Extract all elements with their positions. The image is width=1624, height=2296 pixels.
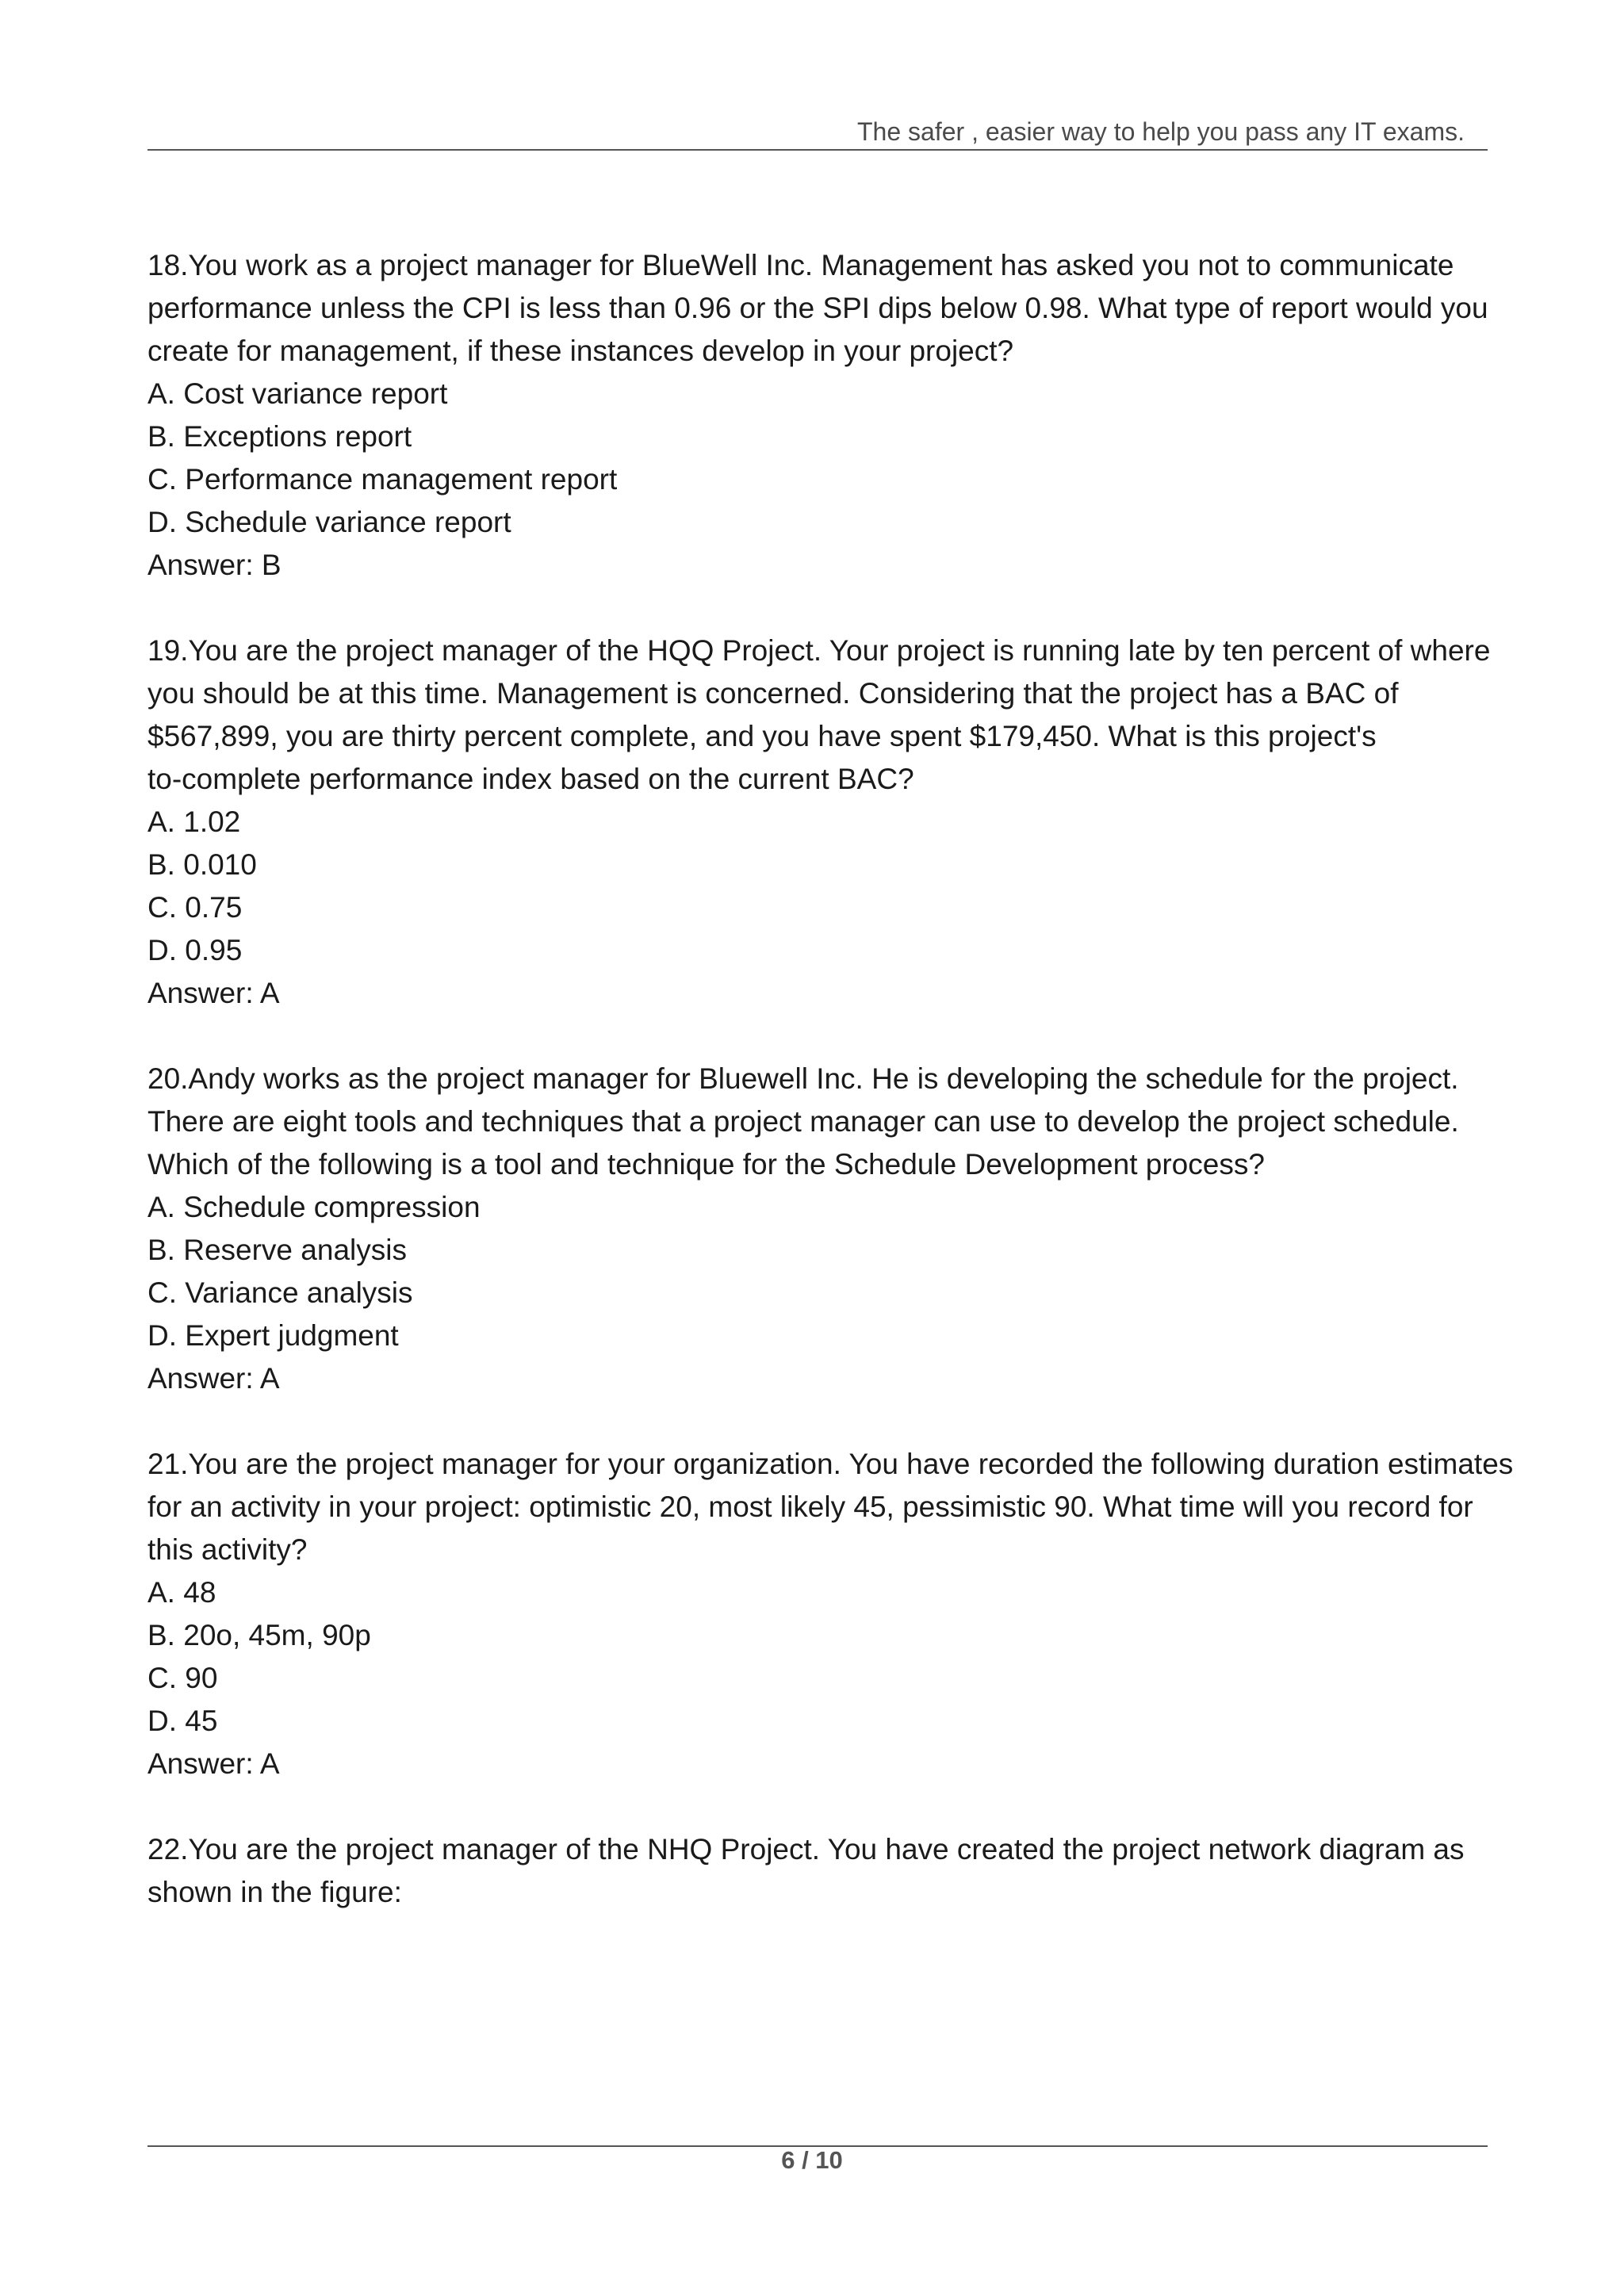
question-21 [147,1443,1514,1785]
answer-key: Answer: B [147,549,282,581]
question-text-line: you should be at this time. Management is concerned. Considering that the project has a BAC of [147,677,1399,710]
question-text-line: 18.You work as a project manager for BlueWell Inc. Management has asked you not to communicate [147,249,1454,281]
question-text-line: create for management, if these instances develop in your project? [147,335,1014,367]
answer-option: B. Exceptions report [147,420,412,453]
question-text-line: $567,899, you are thirty percent complete, and you have spent $179,450. What is this project's [147,720,1377,752]
question-text-line: to-complete performance index based on the current BAC? [147,763,914,795]
question-text-line: this activity? [147,1533,308,1566]
page-number: 6 / 10 [781,2146,843,2174]
header-divider [147,149,1488,151]
question-text-line: Which of the following is a tool and technique for the Schedule Development process? [147,1148,1265,1181]
question-text-line: performance unless the CPI is less than 0.96 or the SPI dips below 0.98. What type of report would you [147,292,1488,324]
answer-option: A. Cost variance report [147,377,448,410]
question-text-line: 21.You are the project manager for your organization. You have recorded the following duration estimates [147,1448,1514,1480]
answer-option: D. 0.95 [147,934,243,966]
answer-option: D. 45 [147,1705,218,1737]
answer-key: Answer: A [147,1747,280,1780]
answer-option: B. 20o, 45m, 90p [147,1619,371,1651]
header-tagline: The safer , easier way to help you pass any IT exams. [857,117,1465,146]
answer-option: B. Reserve analysis [147,1234,407,1266]
question-22 [147,1828,1496,1914]
question-20 [147,1058,1496,1400]
question-19 [147,629,1496,1015]
answer-option: A. 48 [147,1576,216,1609]
question-text-line: 20.Andy works as the project manager for Bluewell Inc. He is developing the schedule for the project. [147,1062,1459,1095]
answer-option: C. 0.75 [147,891,243,924]
answer-option: C. 90 [147,1662,218,1694]
question-text-line: There are eight tools and techniques that a project manager can use to develop the project schedule. [147,1105,1459,1138]
question-text-line: 19.You are the project manager of the HQQ Project. Your project is running late by ten percent of where [147,634,1491,667]
question-text-line: shown in the figure: [147,1876,402,1908]
answer-option: C. Performance management report [147,463,618,496]
answer-key: Answer: A [147,1362,280,1395]
answer-option: B. 0.010 [147,848,257,881]
question-text-line: for an activity in your project: optimistic 20, most likely 45, pessimistic 90. What time will you record for [147,1490,1473,1523]
question-18 [147,244,1496,587]
answer-key: Answer: A [147,977,280,1009]
page-content [147,244,1514,1914]
answer-option: D. Schedule variance report [147,506,511,538]
answer-option: A. 1.02 [147,806,241,838]
answer-option: A. Schedule compression [147,1191,481,1223]
question-text-line: 22.You are the project manager of the NHQ Project. You have created the project network diagram as [147,1833,1465,1866]
answer-option: C. Variance analysis [147,1276,413,1309]
answer-option: D. Expert judgment [147,1319,399,1352]
